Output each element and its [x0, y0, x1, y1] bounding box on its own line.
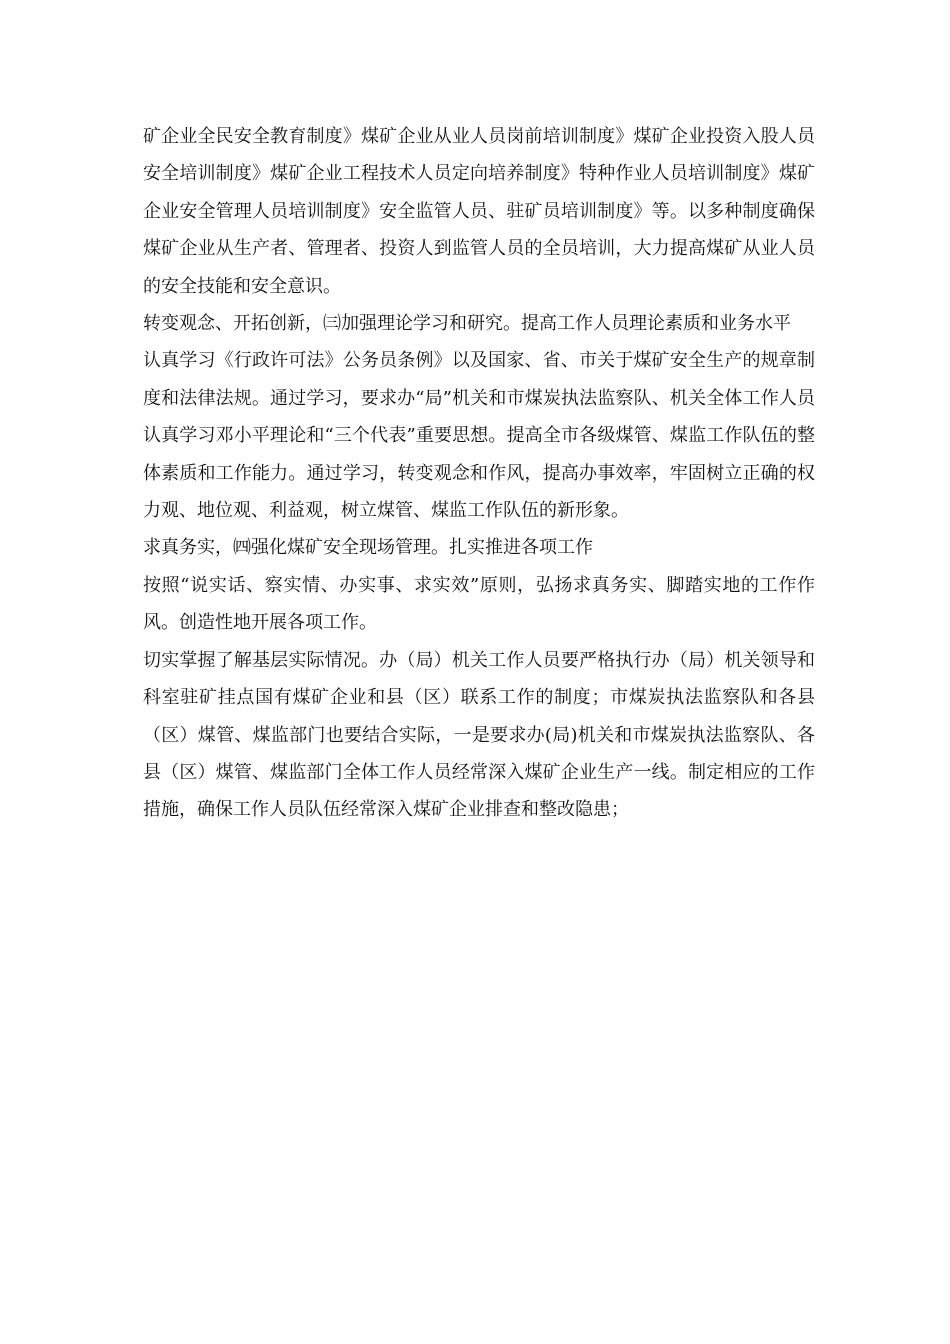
paragraph-heading-site-management: 求真务实，㈣强化煤矿安全现场管理。扎实推进各项工作 — [143, 537, 593, 559]
paragraph-heading-theory-study: 转变观念、开拓创新，㈢加强理论学习和研究。提高工作人员理论素质和业务水平 — [143, 313, 791, 335]
document-body — [143, 118, 815, 829]
paragraph-work-style: 按照“说实话、察实情、办实事、求实效”原则，弘扬求真务实、脚踏实地的工作作风。创造性地开展各项工作。 — [143, 574, 815, 634]
paragraph-training-systems: 矿企业全民安全教育制度》煤矿企业从业人员岗前培训制度》煤矿企业投资入股人员安全培训制度》煤矿企业工程技术人员定向培养制度》特种作业人员培训制度》煤矿企业安全管理人员培训制度》安全监管人员、驻矿员培训制度》等。以多种制度确保煤矿企业从生产者、管理者、投资人到监管人员的全员培训，大力提高煤矿从业人员的安全技能和安全意识。 — [143, 126, 815, 297]
paragraph-grassroots: 切实掌握了解基层实际情况。办（局）机关工作人员要严格执行办（局）机关领导和科室驻矿挂点国有煤矿企业和县（区）联系工作的制度；市煤炭执法监察队和各县（区）煤管、煤监部门也要结合实际，一是要求办(局)机关和市煤炭执法监察队、各县（区）煤管、煤监部门全体工作人员经常深入煤矿企业生产一线。制定相应的工作措施，确保工作人员队伍经常深入煤矿企业排查和整改隐患； — [143, 649, 815, 821]
paragraph-study-laws: 认真学习《行政许可法》公务员条例》以及国家、省、市关于煤矿安全生产的规章制度和法律法规。通过学习，要求办“局”机关和市煤炭执法监察队、机关全体工作人员认真学习邓小平理论和“三个代表”重要思想。提高全市各级煤管、煤监工作队伍的整体素质和工作能力。通过学习，转变观念和作风，提高办事效率，牢固树立正确的权力观、地位观、利益观，树立煤管、煤监工作队伍的新形象。 — [143, 350, 815, 522]
